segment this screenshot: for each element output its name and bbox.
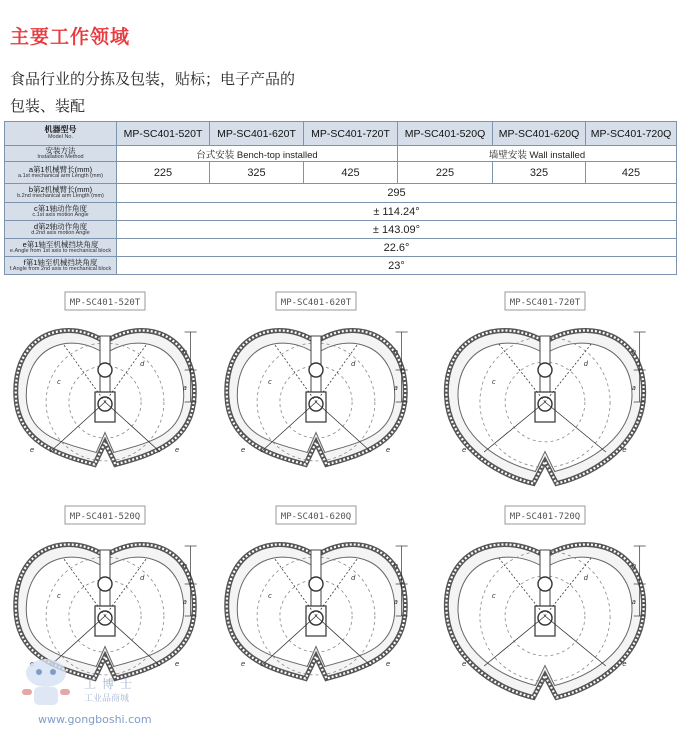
workspace-diagram bbox=[227, 292, 408, 465]
header-cn: 机器型号 bbox=[44, 125, 77, 135]
f-cn: f第1轴至机械挡块角度 bbox=[23, 257, 98, 267]
f-label bbox=[5, 257, 117, 275]
dim-label-d: d bbox=[350, 360, 356, 368]
workspace-diagram bbox=[16, 292, 197, 465]
table-row-a bbox=[5, 162, 677, 184]
a-cn: a第1机械臂长(mm) bbox=[28, 164, 93, 174]
watermark-logo bbox=[14, 651, 164, 733]
b-cn: b第2机械臂长(mm) bbox=[28, 185, 93, 195]
e-cn: e第1轴至机械挡块角度 bbox=[22, 239, 99, 249]
header-en: Model No. bbox=[47, 133, 74, 140]
dim-label-e: e bbox=[174, 446, 180, 454]
diagram-label: MP-SC401-620Q bbox=[280, 512, 352, 522]
d-label bbox=[5, 221, 117, 239]
robot-mascot-icon bbox=[14, 651, 84, 713]
watermark-url: www.gongboshi.com bbox=[38, 713, 152, 726]
dim-label-e: e bbox=[385, 446, 391, 454]
b-label bbox=[5, 184, 117, 203]
dim-label-e: e bbox=[461, 660, 467, 668]
dim-label-b: b bbox=[393, 562, 399, 570]
table-row-model bbox=[5, 122, 677, 146]
dim-label-c: c bbox=[56, 378, 61, 386]
a-value: 325 bbox=[210, 162, 304, 184]
a-value: 225 bbox=[117, 162, 210, 184]
workspace-diagram bbox=[227, 506, 408, 679]
watermark-brand: 工博士 bbox=[84, 677, 139, 691]
a-value: 425 bbox=[304, 162, 398, 184]
joint-upper bbox=[309, 577, 323, 591]
dim-label-c: c bbox=[56, 592, 61, 600]
dim-label-e: e bbox=[622, 660, 627, 668]
dim-label-c: c bbox=[267, 378, 272, 386]
e-label bbox=[5, 239, 117, 257]
model-cell: MP-SC401-520Q bbox=[398, 122, 493, 146]
dim-label-b: b bbox=[182, 348, 188, 356]
workspace-diagram bbox=[446, 292, 645, 484]
joint-base bbox=[538, 611, 552, 625]
a-en: a.1st mechanical arm Length (mm) bbox=[18, 172, 103, 179]
table-row-install bbox=[5, 146, 677, 162]
dim-label-a: a bbox=[182, 384, 187, 392]
description bbox=[10, 66, 370, 120]
f-value: 23° bbox=[117, 257, 677, 275]
joint-upper bbox=[98, 363, 112, 377]
dim-label-e: e bbox=[29, 446, 35, 454]
dim-label-e: e bbox=[240, 446, 246, 454]
table-row-d bbox=[5, 221, 677, 239]
dim-label-e: e bbox=[240, 660, 246, 668]
c-en: c.1st axis motion Angle bbox=[32, 211, 89, 218]
header-label bbox=[5, 122, 117, 146]
watermark-sub: 工业品商城 bbox=[84, 694, 130, 704]
a-value: 225 bbox=[398, 162, 493, 184]
diagram-label: MP-SC401-520Q bbox=[69, 512, 141, 522]
dim-label-a: a bbox=[182, 598, 187, 606]
install-cn: 安装方法 bbox=[45, 145, 76, 155]
dim-label-d: d bbox=[583, 574, 589, 582]
dim-label-b: b bbox=[631, 562, 637, 570]
a-value: 325 bbox=[493, 162, 586, 184]
model-cell: MP-SC401-620T bbox=[210, 122, 304, 146]
dim-label-b: b bbox=[393, 348, 399, 356]
dim-label-d: d bbox=[350, 574, 356, 582]
a-value: 425 bbox=[586, 162, 677, 184]
dim-label-c: c bbox=[267, 592, 272, 600]
dim-label-e: e bbox=[461, 446, 467, 454]
spec-table bbox=[4, 121, 677, 275]
joint-upper bbox=[98, 577, 112, 591]
dim-label-e: e bbox=[622, 446, 627, 454]
d-cn: d第2轴动作角度 bbox=[33, 221, 88, 231]
c-label bbox=[5, 203, 117, 221]
joint-base bbox=[98, 397, 112, 411]
joint-base bbox=[538, 397, 552, 411]
install-en: Installation Method bbox=[37, 153, 84, 160]
model-cell: MP-SC401-620Q bbox=[493, 122, 586, 146]
joint-upper bbox=[538, 363, 552, 377]
dim-label-a: a bbox=[631, 598, 636, 606]
b-value: 295 bbox=[117, 184, 677, 203]
dim-label-e: e bbox=[385, 660, 391, 668]
dim-label-a: a bbox=[393, 384, 398, 392]
diagram-label: MP-SC401-720T bbox=[509, 298, 581, 308]
diagram-label: MP-SC401-620T bbox=[280, 298, 352, 308]
install-bench: 台式安装 Bench-top installed bbox=[117, 146, 398, 162]
joint-upper bbox=[309, 363, 323, 377]
dim-label-d: d bbox=[583, 360, 589, 368]
dim-label-d: d bbox=[139, 360, 145, 368]
joint-upper bbox=[538, 577, 552, 591]
model-cell: MP-SC401-720T bbox=[304, 122, 398, 146]
table-row-c bbox=[5, 203, 677, 221]
c-cn: c第1轴动作角度 bbox=[34, 203, 87, 213]
dim-label-d: d bbox=[139, 574, 145, 582]
install-wall: 墙壁安装 Wall installed bbox=[398, 146, 677, 162]
description-line-1: 食品行业的分拣及包装，贴标；电子产品的 bbox=[10, 70, 296, 88]
table-row-b bbox=[5, 184, 677, 203]
workspace-diagrams bbox=[0, 284, 680, 704]
e-value: 22.6° bbox=[117, 239, 677, 257]
a-label bbox=[5, 162, 117, 184]
b-en: b.2nd mechanical arm Length (mm) bbox=[17, 193, 104, 200]
dim-label-b: b bbox=[631, 348, 637, 356]
diagram-label: MP-SC401-720Q bbox=[509, 512, 581, 522]
c-value: ± 114.24° bbox=[117, 203, 677, 221]
joint-base bbox=[309, 397, 323, 411]
dim-label-a: a bbox=[393, 598, 398, 606]
dim-label-b: b bbox=[182, 562, 188, 570]
diagram-label: MP-SC401-520T bbox=[69, 298, 141, 308]
model-cell: MP-SC401-720Q bbox=[586, 122, 677, 146]
page-title: 主要工作领域 bbox=[10, 26, 131, 48]
install-label bbox=[5, 146, 117, 162]
f-en: f.Angle from 2nd axis to mechanical block bbox=[9, 265, 112, 272]
workspace-diagrams-svg bbox=[0, 284, 680, 704]
d-en: d.2nd axis motion Angle bbox=[31, 229, 90, 236]
dim-label-c: c bbox=[491, 592, 496, 600]
joint-base bbox=[309, 611, 323, 625]
joint-base bbox=[98, 611, 112, 625]
table-row-e bbox=[5, 239, 677, 257]
e-en: e.Angle from 1st axis to mechanical block bbox=[9, 247, 112, 254]
description-line-2: 包装、装配 bbox=[10, 97, 86, 115]
dim-label-e: e bbox=[174, 660, 180, 668]
table-row-f bbox=[5, 257, 677, 275]
workspace-diagram bbox=[446, 506, 645, 698]
dim-label-a: a bbox=[631, 384, 636, 392]
dim-label-c: c bbox=[491, 378, 496, 386]
d-value: ± 143.09° bbox=[117, 221, 677, 239]
model-cell: MP-SC401-520T bbox=[117, 122, 210, 146]
